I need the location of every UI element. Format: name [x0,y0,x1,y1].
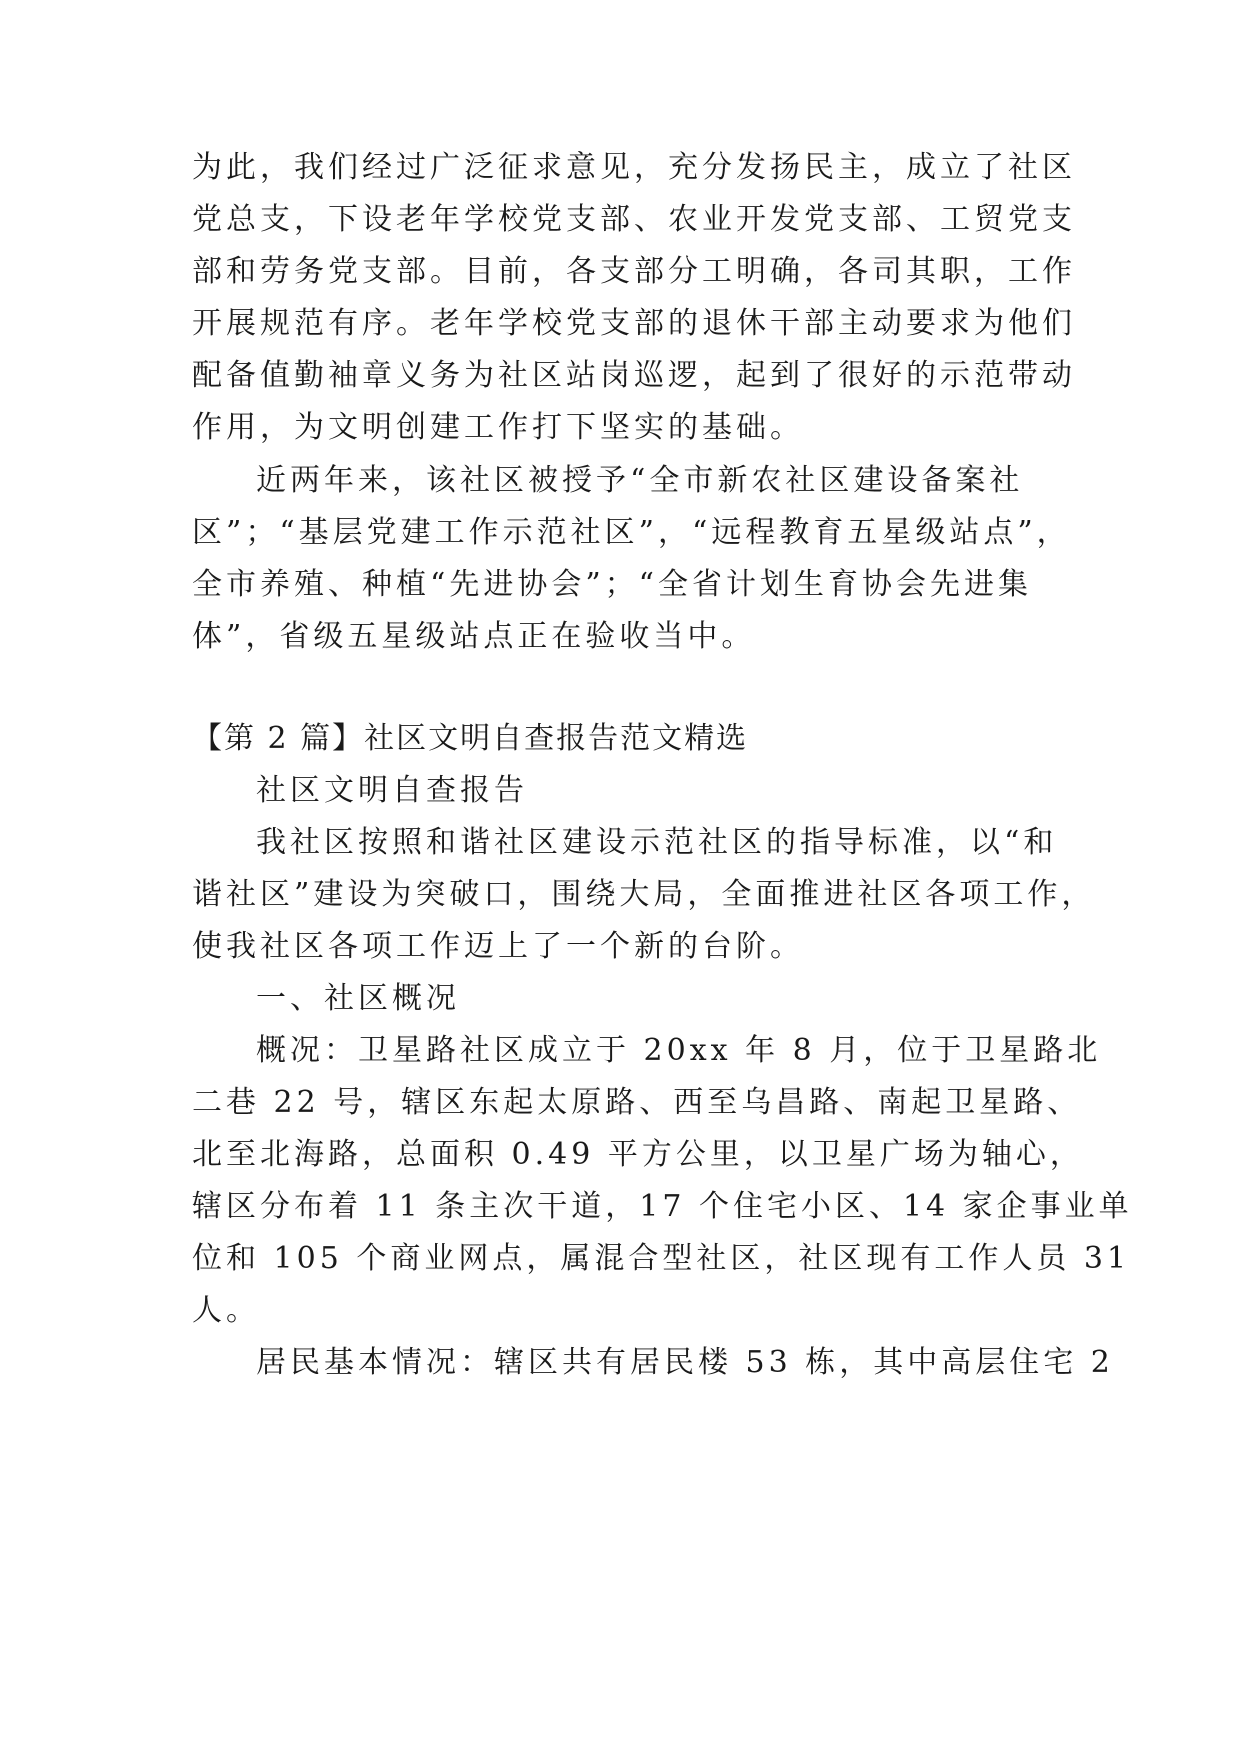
paragraph-line: 人。 [192,1293,260,1328]
paragraph-line: 作用，为文明创建工作打下坚实的基础。 [192,410,804,445]
paragraph-line: 全市养殖、种植“先进协会”；“全省计划生育协会先进集 [192,567,1033,602]
paragraph-line: 开展规范有序。老年学校党支部的退休干部主动要求为他们 [192,306,1076,341]
report-title: 社区文明自查报告 [256,773,528,808]
paragraph-line: 配备值勤袖章义务为社区站岗巡逻，起到了很好的示范带动 [192,358,1076,393]
paragraph-line: 部和劳务党支部。目前，各支部分工明确，各司其职，工作 [192,254,1076,289]
subheading: 一、社区概况 [256,981,460,1016]
paragraph-line: 区”；“基层党建工作示范社区”，“远程教育五星级站点”， [192,515,1071,550]
paragraph-line: 使我社区各项工作迈上了一个新的台阶。 [192,929,804,964]
paragraph-line: 体”，省级五星级站点正在验收当中。 [192,619,756,654]
paragraph-line: 辖区分布着 11 条主次干道，17 个住宅小区、14 家企事业单 [192,1189,1133,1224]
paragraph-line: 为此，我们经过广泛征求意见，充分发扬民主，成立了社区 [192,150,1076,185]
paragraph-line: 居民基本情况：辖区共有居民楼 53 栋，其中高层住宅 2 [256,1345,1114,1380]
paragraph-line: 谐社区”建设为突破口，围绕大局，全面推进社区各项工作， [192,877,1096,912]
paragraph-line: 位和 105 个商业网点，属混合型社区，社区现有工作人员 31 [192,1241,1131,1276]
paragraph-line: 概况：卫星路社区成立于 20xx 年 8 月，位于卫星路北 [256,1033,1102,1068]
paragraph-line: 北至北海路，总面积 0.49 平方公里，以卫星广场为轴心， [192,1137,1084,1172]
paragraph-line: 二巷 22 号，辖区东起太原路、西至乌昌路、南起卫星路、 [192,1085,1082,1120]
paragraph-line: 近两年来，该社区被授予“全市新农社区建设备案社 [256,463,1024,498]
section-heading: 【第 2 篇】社区文明自查报告范文精选 [192,721,749,756]
paragraph-line: 党总支，下设老年学校党支部、农业开发党支部、工贸党支 [192,202,1076,237]
paragraph-line: 我社区按照和谐社区建设示范社区的指导标准，以“和 [256,825,1058,860]
